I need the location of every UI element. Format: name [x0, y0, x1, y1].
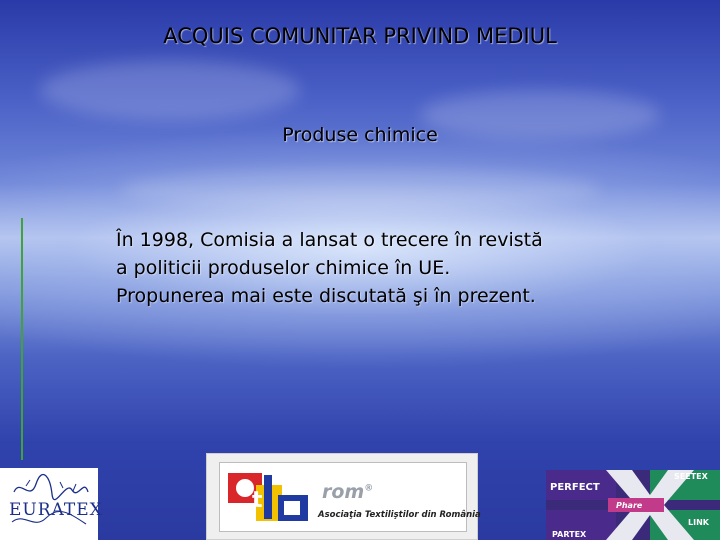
atr-logo-panel	[219, 462, 481, 532]
phare-label: Phare	[616, 501, 643, 510]
euratex-logo	[0, 468, 103, 540]
partex-phare-logo	[546, 470, 720, 540]
perfect-label: PERFECT	[550, 482, 600, 493]
body-text	[116, 226, 676, 310]
association-name: Asociaţia Textiliştilor din România	[318, 510, 481, 520]
accent-line	[21, 218, 23, 460]
euratex-wordmark: EURATEX	[9, 500, 103, 520]
slide-subtitle: Produse chimice	[282, 124, 438, 146]
registered-mark: ®	[364, 483, 374, 494]
body-line: a politicii produselor chimice în UE.	[116, 257, 451, 279]
partex-label: PARTEX	[552, 530, 587, 539]
rom-text: rom	[322, 481, 365, 503]
body-line: În 1998, Comisia a lansat o trecere în revistă	[116, 229, 543, 251]
link-label: LINK	[688, 518, 709, 527]
svg-text:t: t	[252, 488, 263, 513]
atr-rom-wordmark	[322, 481, 373, 503]
background-cloud	[120, 170, 600, 210]
body-line: Propunerea mai este discutată şi în prezent.	[116, 285, 536, 307]
atr-monogram-icon	[226, 467, 322, 529]
background-cloud	[40, 60, 300, 120]
slide-title: ACQUIS COMUNITAR PRIVIND MEDIUL	[163, 24, 557, 48]
atr-rom-logo	[206, 453, 481, 540]
seetex-label: SEETEX	[674, 472, 708, 481]
